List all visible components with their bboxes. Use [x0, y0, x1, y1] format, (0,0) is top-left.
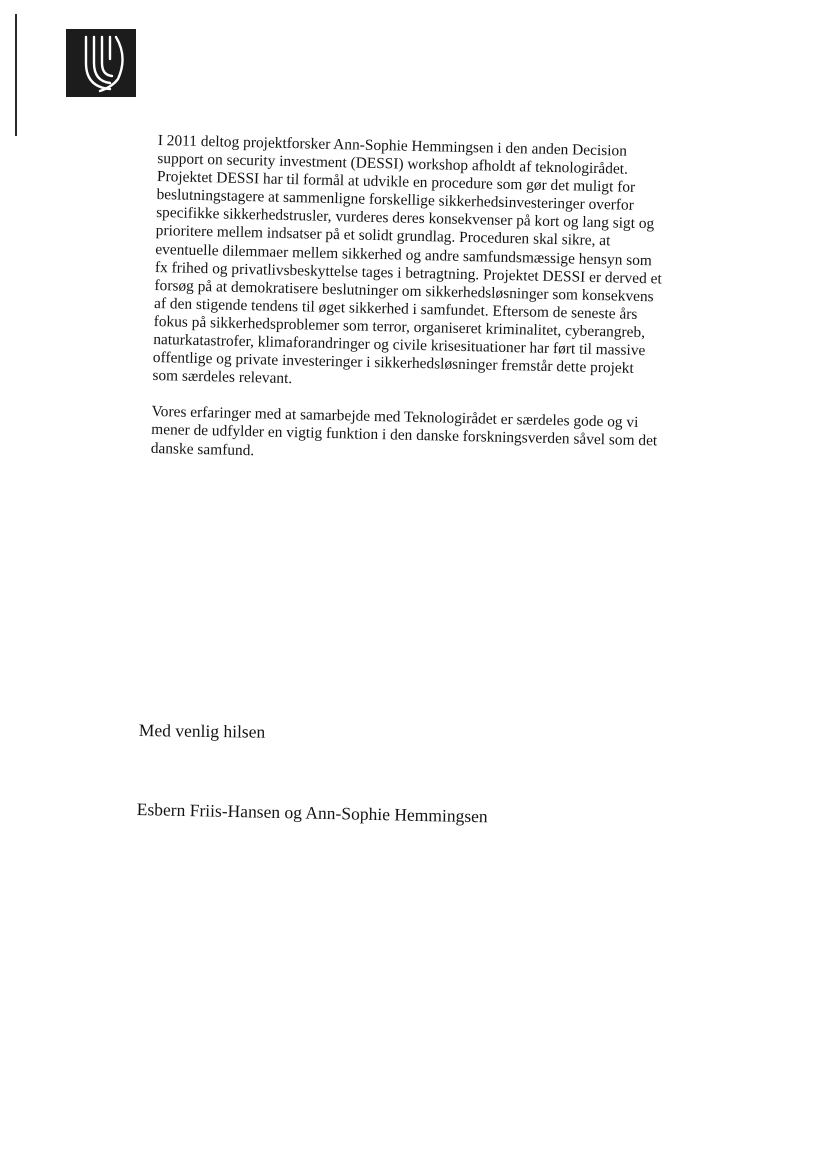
page-margin-line — [15, 14, 17, 136]
signature-names: Esbern Friis-Hansen og Ann-Sophie Hemmingsen — [136, 799, 488, 827]
letter-body — [151, 132, 714, 470]
body-paragraph-2: Vores erfaringer med at samarbejde med Teknologirådet er særdeles gode og vi mener de udfylder en vigtig funktion i den danske forskningsverden såvel som det danske samfund. — [150, 403, 658, 459]
organization-logo-icon — [66, 29, 136, 97]
closing-salutation: Med venlig hilsen — [138, 720, 266, 742]
body-paragraph-1: I 2011 deltog projektforsker Ann-Sophie Hemmingsen i den anden Decision support on security investment (DESSI) workshop afholdt af teknologirådet. Projektet DESSI har til formål at udvikle en procedure som gør det muligt for beslutningstagere at sammenligne forskellige sikkerhedsinvesteringer overfor specifikke sikkerhedstrusler, vurderes deres konsekvenser på kort og lang sigt og prioritere mellem indsatser på et solidt grundlag. Proceduren skal sikre, at eventuelle dilemmaer mellem sikkerhed og andre samfundsmæssige hensyn som fx frihed og privatlivsbeskyttelse tages i betragtning. Projektet DESSI er derved et forsøg på at demokratisere beslutninger om sikkerhedsløsninger som konsekvens af den stigende tendens til øget sikkerhed i samfundet. Eftersom de seneste års fokus på sikkerhedsproblemer som terror, organiseret kriminalitet, cyberangreb, naturkatastrofer, klimaforandringer og civile krisesituationer har ført til massive offentlige og private investeringer i sikkerhedsløsninger fremstår dette projekt som særdeles relevant. — [152, 132, 662, 388]
